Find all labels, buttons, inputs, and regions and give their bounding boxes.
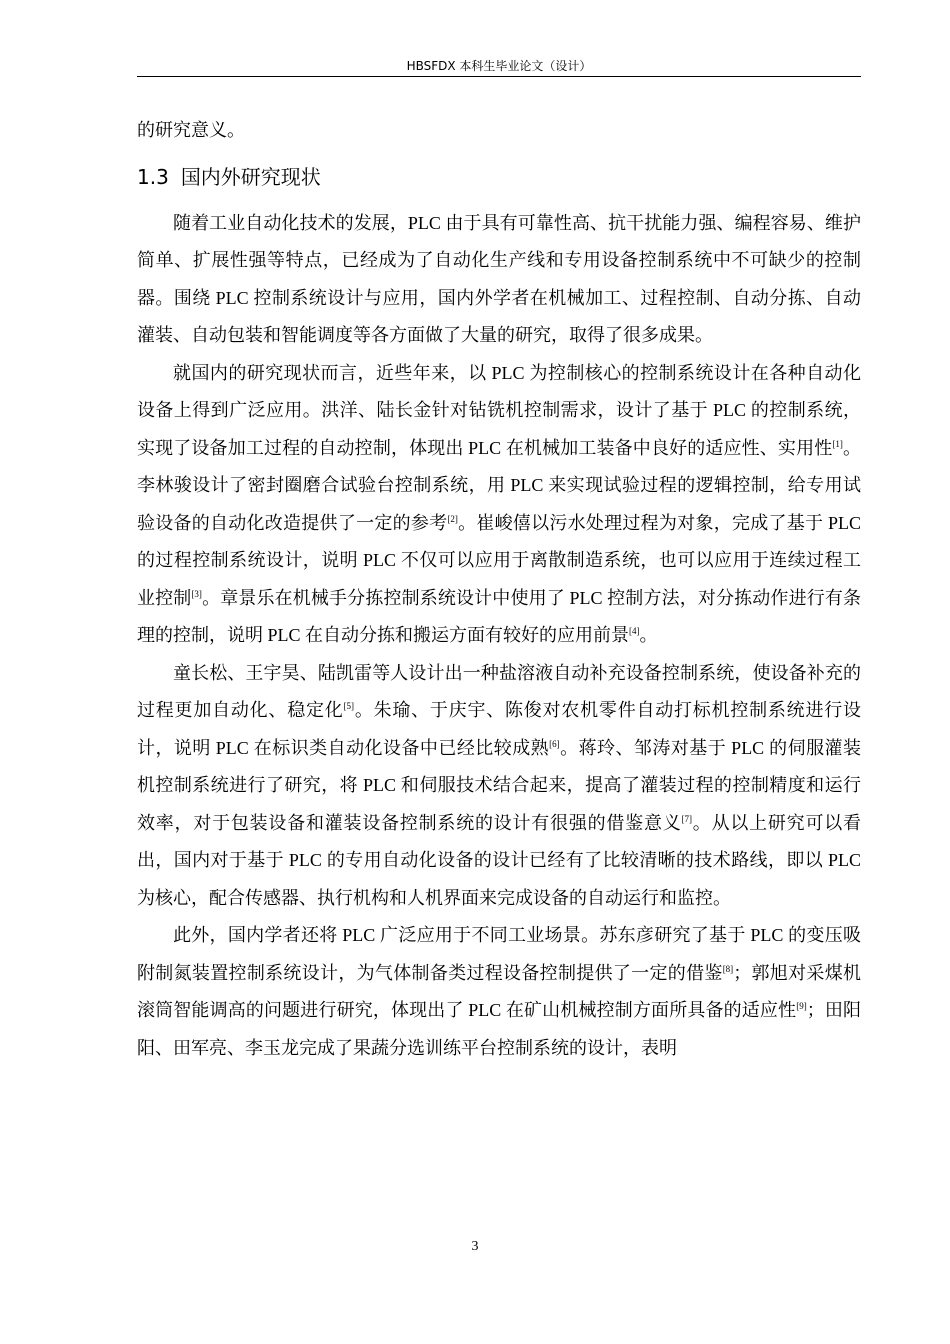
paragraph-1: 随着工业自动化技术的发展，PLC 由于具有可靠性高、抗干扰能力强、编程容易、维护简单、扩展性强等特点，已经成为了自动化生产线和专用设备控制系统中不可缺少的控制器。围绕 PLC 控制系统设计与应用，国内外学者在机械加工、过程控制、自动分拣、自动灌装、自动包装和智能调度等各方面做了大量的研究，取得了很多成果。 bbox=[137, 212, 861, 345]
section-title: 国内外研究现状 bbox=[180, 164, 321, 189]
paragraph-text: 。朱瑜、于庆宇、陈俊对农机零件自动打标机控制系统进行设计，说明 PLC 在标识类自动化设备中已经比较成熟 bbox=[137, 700, 862, 758]
continued-text: 的研究意义。 bbox=[137, 120, 245, 140]
citation-ref[interactable]: [8] bbox=[722, 963, 734, 974]
paragraph-text: 。从以上研究可以看出，国内对于基于 PLC 的专用自动化设备的设计已经有了比较清晰的技术路线，即以 PLC 为核心，配合传感器、执行机构和人机界面来完成设备的自动运行和监控。 bbox=[137, 812, 862, 908]
paragraph-text: ；郭旭对采煤机滚筒智能调高的问题进行研究，体现出了 PLC 在矿山机械控制方面所具备的适应性 bbox=[137, 962, 862, 1020]
paragraph-text: ；田阳阳、田军亮、李玉龙完成了果蔬分选训练平台控制系统的设计，表明 bbox=[137, 1000, 862, 1058]
section-heading bbox=[137, 157, 861, 197]
paragraph-4 bbox=[137, 917, 861, 1067]
citation-ref[interactable]: [1] bbox=[832, 438, 843, 449]
paragraph-text: 童长松、王宇昊、陆凯雷等人设计出一种盐溶液自动补充设备控制系统，使设备补充的过程更加自动化、稳定化 bbox=[137, 662, 861, 720]
citation-ref[interactable]: [2] bbox=[447, 513, 458, 524]
paragraph-3 bbox=[137, 655, 861, 918]
citation-ref[interactable]: [4] bbox=[629, 626, 640, 636]
running-header: HBSFDX 本科生毕业论文（设计） bbox=[406, 59, 592, 73]
paragraph-2 bbox=[137, 355, 861, 655]
section-number: 1.3 bbox=[137, 164, 169, 189]
paragraph-text: 。章景乐在机械手分拣控制系统设计中使用了 PLC 控制方法，对分拣动作进行有条理的控制，说明 PLC 在自动分拣和搬运方面有较好的应用前景 bbox=[137, 587, 861, 645]
page-number: 3 bbox=[471, 1239, 479, 1254]
citation-ref[interactable]: [5] bbox=[343, 701, 355, 711]
citation-ref[interactable]: [9] bbox=[796, 1001, 807, 1011]
citation-ref[interactable]: [3] bbox=[191, 588, 202, 599]
paragraph-text: 此外，国内学者还将 PLC 广泛应用于不同工业场景。苏东彦研究了基于 PLC 的变压吸附制氮装置控制系统设计，为气体制备类过程设备控制提供了一定的借鉴 bbox=[137, 925, 861, 983]
paragraph-text: 。崔峻僖以污水处理过程为对象，完成了基于 PLC 的过程控制系统设计，说明 PLC 不仅可以应用于离散制造系统，也可以应用于连续过程工业控制 bbox=[137, 512, 862, 608]
citation-ref[interactable]: [7] bbox=[681, 813, 693, 824]
paragraph-text: 。蒋玲、邹涛对基于 PLC 的伺服灌装机控制系统进行了研究，将 PLC 和伺服技术结合起来，提高了灌装过程的控制精度和运行效率，对于包装设备和灌装设备控制系统的设计有很强的借鉴意义 bbox=[137, 737, 861, 833]
paragraph-text: 。李林骏设计了密封圈磨合试验台控制系统，用 PLC 来实现试验过程的逻辑控制，给专用试验设备的自动化改造提供了一定的参考 bbox=[137, 437, 861, 533]
header-rule bbox=[137, 76, 861, 77]
paragraph-text: 就国内的研究现状而言，近些年来，以 PLC 为控制核心的控制系统设计在各种自动化设备上得到广泛应用。洪洋、陆长金针对钻铣机控制需求，设计了基于 PLC 的控制系统，实现了设备加工过程的自动控制，体现出 PLC 在机械加工装备中良好的适应性、实用性 bbox=[137, 362, 861, 458]
page-body bbox=[137, 112, 861, 1067]
citation-ref[interactable]: [6] bbox=[549, 738, 560, 749]
paragraph-text: 。 bbox=[639, 625, 658, 645]
